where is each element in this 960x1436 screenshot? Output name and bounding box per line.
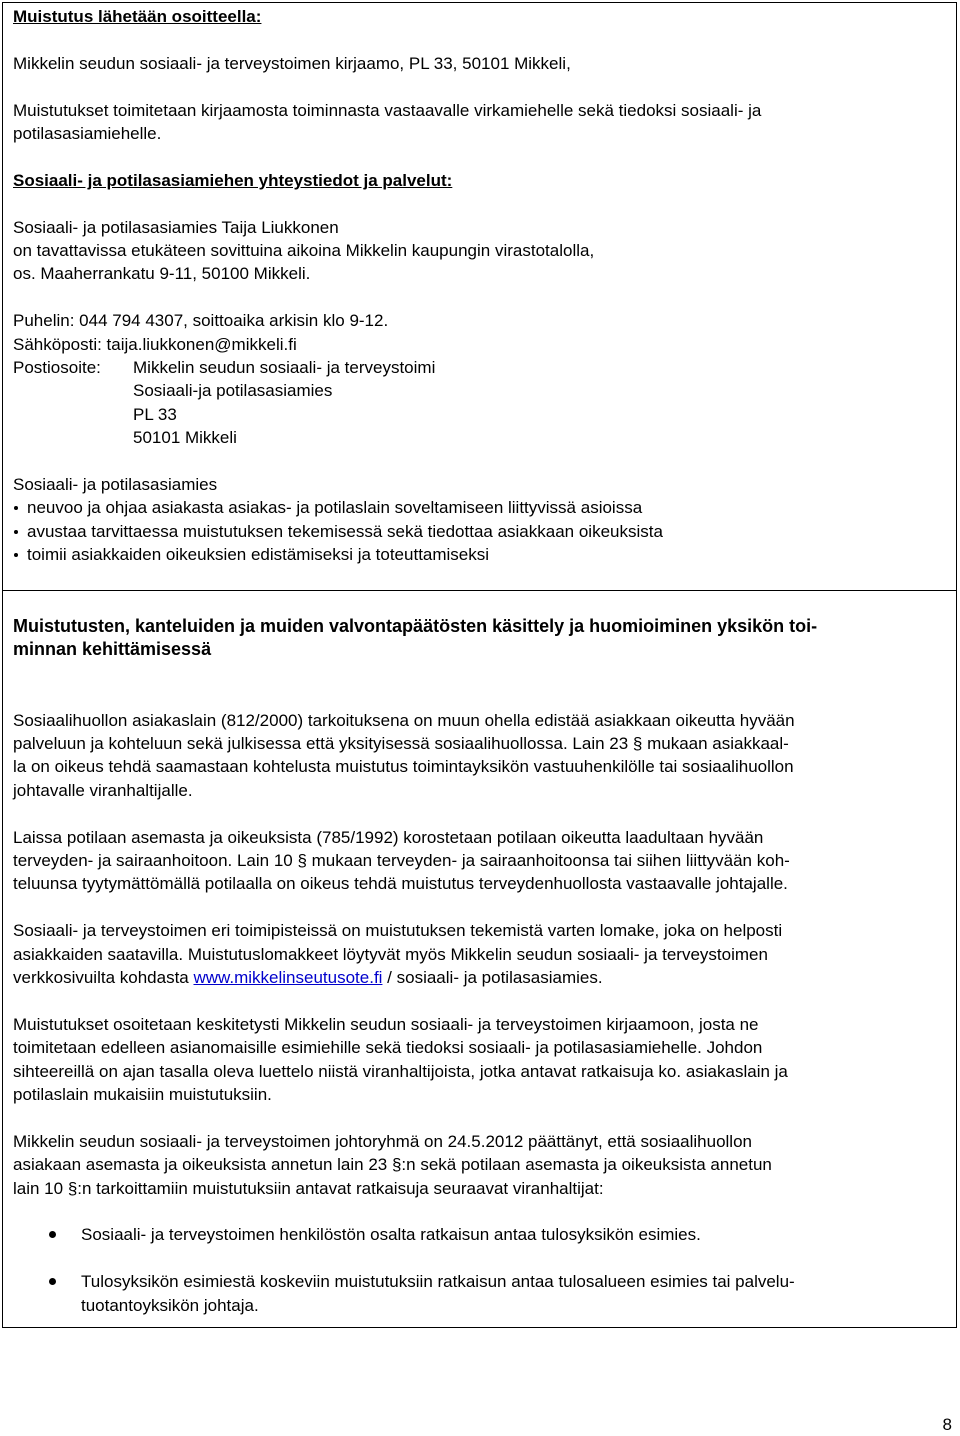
postal-line: PL 33 <box>133 404 177 424</box>
list-item: neuvoo ja ohjaa asiakasta asiakas- ja potilaslain soveltamiseen liittyvissä asioissa <box>13 496 948 519</box>
website-link[interactable]: www.mikkelinseutusote.fi <box>193 968 383 988</box>
text-line: Tulosyksikön esimiestä koskeviin muistutuksiin ratkaisun antaa tulosalueen esimies tai palvelu- <box>81 1272 795 1292</box>
paragraph-form <box>13 919 948 989</box>
text-line: Laissa potilaan asemasta ja oikeuksista (785/1992) korostetaan potilaan oikeutta laadultaan hyvään <box>13 827 764 847</box>
heading-line: Muistutusten, kanteluiden ja muiden valvontapäätösten käsittely ja huomioiminen yksikön toi- <box>13 616 818 636</box>
text-line: palveluun ja kohteluun sekä julkisessa että yksityisessä sosiaalihuollossa. Lain 23 § mukaan asiakkaal- <box>13 734 789 753</box>
contact-line-2: on tavattavissa etukäteen sovittuina aikoina Mikkelin kaupungin virastotalolla, <box>13 241 595 260</box>
text-line: Sosiaali- ja terveystoimen henkilöstön osalta ratkaisun antaa tulosyksikön esimies. <box>81 1225 701 1245</box>
decision-list <box>13 1223 948 1317</box>
text-line: Sosiaali- ja terveystoimen eri toimipisteissä on muistutuksen tekemistä varten lomake, joka on helposti <box>13 921 783 941</box>
text-line: johtavalle viranhaltijalle. <box>13 780 193 800</box>
text-line: verkkosivuilta kohdasta <box>13 968 194 988</box>
list-item: avustaa tarvittaessa muistutuksen tekemisessä sekä tiedottaa asiakkaan oikeuksista <box>13 520 948 543</box>
forwarding-line-2: potilasasiamiehelle. <box>13 124 162 143</box>
postal-label: Postiosoite: <box>13 358 101 378</box>
text-line: asiakkaiden saatavilla. Muistutuslomakkeet löytyvät myös Mikkelin seudun sosiaali- ja terveystoimen <box>13 944 768 964</box>
text-line: lain 10 §:n tarkoittamiin muistutuksiin antavat ratkaisuja seuraavat viranhaltijat: <box>13 1178 604 1198</box>
postal-line: 50101 Mikkeli <box>133 428 237 448</box>
text-line: sihteereillä on ajan tasalla oleva luettelo niistä viranhaltijoista, jotka antavat ratkaisuja ko. asiakaslain ja <box>13 1061 788 1081</box>
contact-line-1: Sosiaali- ja potilasasiamies Taija Liukkonen <box>13 217 339 237</box>
text-line: tuotantoyksikön johtaja. <box>81 1295 259 1315</box>
phone-info: Puhelin: 044 794 4307, soittoaika arkisin klo 9-12. <box>13 311 389 331</box>
page-number: 8 <box>942 1415 952 1434</box>
postal-address <box>13 356 948 450</box>
contact-heading: Sosiaali- ja potilasasiamiehen yhteystiedot ja palvelut: <box>13 170 453 190</box>
paragraph-decision <box>13 1130 948 1200</box>
text-line: teluunsa tyytymättömällä potilaalla on oikeus tehdä muistutus terveydenhuollosta vastaavalle johtajalle. <box>13 874 788 894</box>
text-line: asiakaan asemasta ja oikeuksista annetun lain 23 §:n sekä potilaan asemasta ja oikeuksista annetun <box>13 1155 772 1175</box>
forwarding-line-1: Muistutukset toimitetaan kirjaamosta toiminnasta vastaavalle virkamiehelle sekä tiedoksi sosiaali- ja <box>13 100 762 120</box>
registry-address: Mikkelin seudun sosiaali- ja terveystoimen kirjaamo, PL 33, 50101 Mikkeli, <box>13 53 571 73</box>
contact-line-3: os. Maaherrankatu 9-11, 50100 Mikkeli. <box>13 264 311 284</box>
heading-line: minnan kehittämisessä <box>13 639 212 660</box>
text-line: potilaslain mukaisiin muistutuksiin. <box>13 1085 272 1105</box>
email-info: Sähköposti: taija.liukkonen@mikkeli.fi <box>13 334 297 354</box>
services-heading: Sosiaali- ja potilasasiamies <box>13 475 218 495</box>
text-line: terveyden- ja sairaanhoitoon. Lain 10 § mukaan terveyden- ja sairaanhoitoonsa tai siihen liittyvään koh- <box>13 851 790 871</box>
content-box <box>2 2 957 1328</box>
text-line: Sosiaalihuollon asiakaslain (812/2000) tarkoituksena on muun ohella edistää asiakkaan oikeutta hyvään <box>13 710 795 730</box>
section-divider <box>3 590 956 591</box>
contact-section <box>13 5 948 567</box>
services-list <box>13 496 948 566</box>
text-line: Muistutukset osoitetaan keskitetysti Mikkelin seudun sosiaali- ja terveystoimen kirjaamoon, josta ne <box>13 1014 759 1034</box>
paragraph-patient-law <box>13 826 948 896</box>
text-line: toimitetaan edelleen asianomaisille esimiehille sekä tiedoksi sosiaali- ja potilasasiamiehelle. Johdon <box>13 1038 763 1058</box>
send-address-heading: Muistutus lähetään osoitteella: <box>13 7 262 26</box>
list-item <box>13 1270 948 1317</box>
section-heading <box>13 615 948 662</box>
processing-section <box>13 615 948 1317</box>
text-line: Mikkelin seudun sosiaali- ja terveystoimen johtoryhmä on 24.5.2012 päättänyt, että sosiaalihuollon <box>13 1131 752 1151</box>
postal-line: Sosiaali-ja potilasasiamies <box>133 381 333 401</box>
text-line: / sosiaali- ja potilasasiamies. <box>382 968 603 988</box>
postal-line: Mikkelin seudun sosiaali- ja terveystoimi <box>133 358 436 378</box>
paragraph-client-law <box>13 709 948 803</box>
text-line: la on oikeus tehdä saamastaan kohtelusta muistutus toimintayksikön vastuuhenkilölle tai sosiaalihuollon <box>13 757 794 777</box>
paragraph-routing <box>13 1013 948 1107</box>
list-item: toimii asiakkaiden oikeuksien edistämiseksi ja toteuttamiseksi <box>13 543 948 566</box>
list-item <box>13 1223 948 1246</box>
